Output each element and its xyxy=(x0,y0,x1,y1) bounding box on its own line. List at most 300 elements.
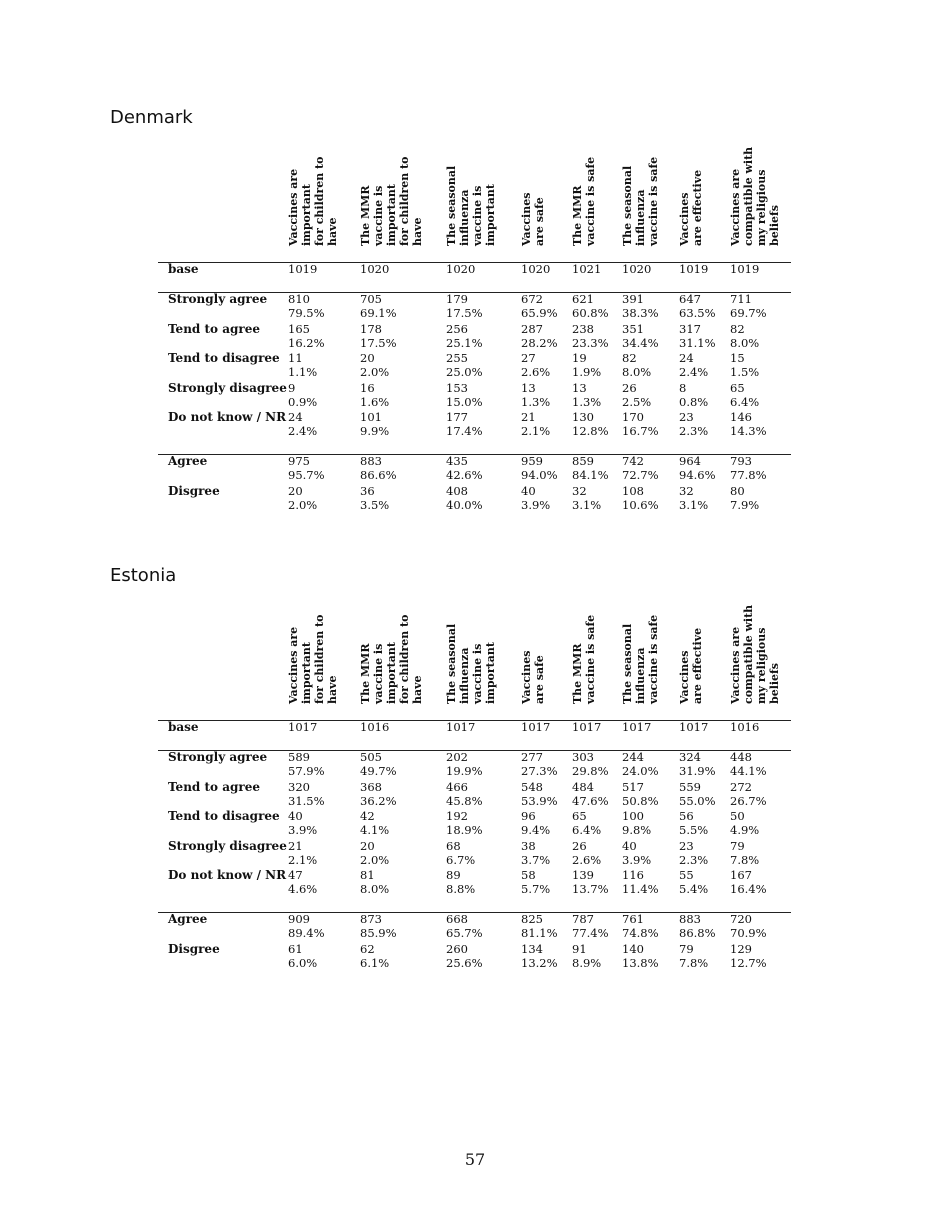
percent-cell: 65.9% xyxy=(521,306,558,320)
count-cell: 793 xyxy=(730,454,752,468)
percent-cell: 2.1% xyxy=(521,424,551,438)
count-cell: 81 xyxy=(360,868,375,882)
percent-cell: 16.2% xyxy=(288,335,325,350)
count-cell: 19 xyxy=(572,351,587,365)
count-cell: 80 xyxy=(730,483,745,498)
column-header-line: The seasonal xyxy=(445,623,458,704)
row-label: Tend to agree xyxy=(168,321,260,336)
count-cell: 24 xyxy=(679,351,694,365)
count-cell: 192 xyxy=(446,809,468,823)
count-cell: 36 xyxy=(360,483,375,498)
percent-cell: 3.7% xyxy=(521,852,551,867)
percent-cell: 1.1% xyxy=(288,365,318,379)
count-cell: 139 xyxy=(572,868,594,882)
column-header xyxy=(287,614,339,705)
percent-cell: 70.9% xyxy=(730,926,767,940)
count-cell: 61 xyxy=(288,941,303,956)
count-cell: 50 xyxy=(730,809,745,823)
count-cell: 810 xyxy=(288,292,310,306)
percent-cell: 1.5% xyxy=(730,365,760,379)
row-label: Agree xyxy=(168,912,208,926)
row-label: Disgree xyxy=(168,483,220,498)
percent-cell: 2.6% xyxy=(572,852,602,867)
count-cell: 146 xyxy=(730,410,752,424)
count-cell: 68 xyxy=(446,838,461,853)
column-header-text xyxy=(571,157,597,246)
column-header xyxy=(287,156,339,247)
count-cell: 129 xyxy=(730,941,752,956)
column-header-line: vaccine is safe xyxy=(584,156,597,246)
count-cell: 559 xyxy=(679,779,701,794)
percent-cell: 5.7% xyxy=(521,882,551,896)
count-cell: 9 xyxy=(288,380,296,395)
count-cell: 82 xyxy=(622,351,637,365)
count-cell: 408 xyxy=(446,483,468,498)
column-header-line: important xyxy=(385,184,398,246)
count-cell: 368 xyxy=(360,779,382,794)
count-cell: 47 xyxy=(288,868,303,882)
count-cell: 108 xyxy=(622,483,644,498)
percent-cell: 49.7% xyxy=(360,764,397,778)
column-header-line: vaccine is safe xyxy=(584,614,597,704)
percent-cell: 25.0% xyxy=(446,365,483,379)
column-header-line: have xyxy=(326,675,339,704)
percent-cell: 9.9% xyxy=(360,424,390,438)
percent-cell: 6.4% xyxy=(572,823,602,837)
column-header-line: are effective xyxy=(691,169,704,246)
count-cell: 40 xyxy=(288,809,303,823)
percent-cell: 7.8% xyxy=(730,852,760,867)
column-header xyxy=(445,623,497,705)
percent-cell: 3.1% xyxy=(679,497,709,512)
row-label: Tend to disagree xyxy=(168,351,280,365)
percent-cell: 31.5% xyxy=(288,793,325,808)
count-cell: 65 xyxy=(572,809,587,823)
base-cell: 1020 xyxy=(360,262,390,276)
percent-cell: 29.8% xyxy=(572,764,609,778)
column-header-text xyxy=(445,166,497,246)
count-cell: 975 xyxy=(288,454,310,468)
percent-cell: 12.7% xyxy=(730,955,767,970)
count-cell: 720 xyxy=(730,912,752,926)
column-header xyxy=(621,156,660,247)
count-cell: 11 xyxy=(288,351,303,365)
percent-cell: 16.4% xyxy=(730,882,767,896)
column-header-line: The seasonal xyxy=(445,165,458,246)
column-header xyxy=(678,627,704,705)
column-header-text xyxy=(359,157,424,246)
count-cell: 672 xyxy=(521,292,543,306)
percent-cell: 5.5% xyxy=(679,823,709,837)
percent-cell: 3.1% xyxy=(572,497,602,512)
column-header-line: vaccine is xyxy=(471,643,484,704)
column-header-line: Vaccines xyxy=(520,650,533,704)
percent-cell: 11.4% xyxy=(622,882,659,896)
count-cell: 15 xyxy=(730,351,745,365)
column-header-line: Vaccines are xyxy=(287,626,300,704)
count-cell: 91 xyxy=(572,941,587,956)
count-cell: 448 xyxy=(730,750,752,764)
percent-cell: 26.7% xyxy=(730,793,767,808)
count-cell: 65 xyxy=(730,380,745,395)
percent-cell: 23.3% xyxy=(572,335,609,350)
column-header-line: beliefs xyxy=(768,663,781,704)
column-header-text xyxy=(445,624,497,704)
percent-cell: 0.8% xyxy=(679,394,709,409)
column-header-text xyxy=(678,170,704,246)
percent-cell: 0.9% xyxy=(288,394,318,409)
percent-cell: 74.8% xyxy=(622,926,659,940)
column-header-line: compatible with xyxy=(742,604,755,704)
percent-cell: 2.4% xyxy=(679,365,709,379)
percent-cell: 8.0% xyxy=(360,882,390,896)
count-cell: 101 xyxy=(360,410,382,424)
count-cell: 20 xyxy=(360,351,375,365)
percent-cell: 34.4% xyxy=(622,335,659,350)
column-header-line: important xyxy=(385,642,398,704)
column-header-line: influenza xyxy=(634,189,647,246)
count-cell: 23 xyxy=(679,410,694,424)
column-header-line: compatible with xyxy=(742,146,755,246)
count-cell: 42 xyxy=(360,809,375,823)
percent-cell: 31.9% xyxy=(679,764,716,778)
count-cell: 177 xyxy=(446,410,468,424)
percent-cell: 5.4% xyxy=(679,882,709,896)
percent-cell: 18.9% xyxy=(446,823,483,837)
percent-cell: 2.0% xyxy=(360,365,390,379)
base-cell: 1020 xyxy=(521,262,551,276)
column-header-line: Vaccines are xyxy=(729,626,742,704)
column-header-line: vaccine is xyxy=(372,643,385,704)
column-header xyxy=(520,650,546,705)
column-header-line: vaccine is safe xyxy=(647,614,660,704)
count-cell: 167 xyxy=(730,868,752,882)
column-header-line: important xyxy=(484,642,497,704)
count-cell: 96 xyxy=(521,809,536,823)
count-cell: 179 xyxy=(446,292,468,306)
base-cell: 1021 xyxy=(572,262,602,276)
count-cell: 23 xyxy=(679,838,694,853)
count-cell: 8 xyxy=(679,380,687,395)
percent-cell: 63.5% xyxy=(679,306,716,320)
percent-cell: 72.7% xyxy=(622,468,659,482)
row-label: Tend to disagree xyxy=(168,809,280,823)
column-header-line: vaccine is safe xyxy=(647,156,660,246)
percent-cell: 2.1% xyxy=(288,852,318,867)
count-cell: 883 xyxy=(679,912,701,926)
base-cell: 1017 xyxy=(679,720,709,734)
column-header-text xyxy=(287,615,339,704)
percent-cell: 17.5% xyxy=(360,335,397,350)
column-header-line: for children to xyxy=(313,614,326,704)
column-header-text xyxy=(678,628,704,704)
percent-cell: 31.1% xyxy=(679,335,716,350)
column-header-line: Vaccines are xyxy=(287,168,300,246)
count-cell: 272 xyxy=(730,779,752,794)
percent-cell: 24.0% xyxy=(622,764,659,778)
row-label: Disgree xyxy=(168,941,220,956)
column-header xyxy=(571,614,597,705)
count-cell: 668 xyxy=(446,912,468,926)
column-header xyxy=(621,614,660,705)
count-cell: 89 xyxy=(446,868,461,882)
column-header xyxy=(520,192,546,247)
base-cell: 1017 xyxy=(446,720,476,734)
base-cell: 1019 xyxy=(679,262,709,276)
count-cell: 38 xyxy=(521,838,536,853)
percent-cell: 3.9% xyxy=(622,852,652,867)
percent-cell: 8.0% xyxy=(730,335,760,350)
column-header xyxy=(729,604,781,705)
column-header-line: for children to xyxy=(398,156,411,246)
row-label-base: base xyxy=(168,720,199,734)
percent-cell: 42.6% xyxy=(446,468,483,482)
percent-cell: 14.3% xyxy=(730,424,767,438)
percent-cell: 86.6% xyxy=(360,468,397,482)
column-header-line: The MMR xyxy=(571,185,584,246)
count-cell: 391 xyxy=(622,292,644,306)
count-cell: 24 xyxy=(288,410,303,424)
percent-cell: 1.9% xyxy=(572,365,602,379)
column-header-line: Vaccines are xyxy=(729,168,742,246)
percent-cell: 57.9% xyxy=(288,764,325,778)
base-cell: 1017 xyxy=(572,720,602,734)
percent-cell: 86.8% xyxy=(679,926,716,940)
count-cell: 116 xyxy=(622,868,644,882)
base-cell: 1019 xyxy=(288,262,318,276)
column-header xyxy=(445,165,497,247)
count-cell: 16 xyxy=(360,380,375,395)
percent-cell: 4.9% xyxy=(730,823,760,837)
column-header xyxy=(729,146,781,247)
percent-cell: 77.8% xyxy=(730,468,767,482)
count-cell: 100 xyxy=(622,809,644,823)
column-header-line: important xyxy=(484,184,497,246)
percent-cell: 25.6% xyxy=(446,955,483,970)
percent-cell: 79.5% xyxy=(288,306,325,320)
column-header-text xyxy=(621,157,660,246)
column-header-line: my religious xyxy=(755,169,768,246)
count-cell: 165 xyxy=(288,321,310,336)
column-header-text xyxy=(571,615,597,704)
count-cell: 140 xyxy=(622,941,644,956)
row-label: Strongly agree xyxy=(168,750,268,764)
percent-cell: 3.5% xyxy=(360,497,390,512)
count-cell: 466 xyxy=(446,779,468,794)
percent-cell: 2.3% xyxy=(679,852,709,867)
count-cell: 647 xyxy=(679,292,701,306)
column-header-line: vaccine is xyxy=(471,185,484,246)
count-cell: 705 xyxy=(360,292,382,306)
column-header-line: are safe xyxy=(533,197,546,246)
percent-cell: 8.0% xyxy=(622,365,652,379)
percent-cell: 6.1% xyxy=(360,955,390,970)
percent-cell: 25.1% xyxy=(446,335,483,350)
percent-cell: 45.8% xyxy=(446,793,483,808)
count-cell: 79 xyxy=(730,838,745,853)
percent-cell: 10.6% xyxy=(622,497,659,512)
column-header-text xyxy=(729,605,781,704)
percent-cell: 95.7% xyxy=(288,468,325,482)
percent-cell: 94.6% xyxy=(679,468,716,482)
percent-cell: 3.9% xyxy=(288,823,318,837)
base-cell: 1016 xyxy=(730,720,760,734)
column-header-line: important xyxy=(300,184,313,246)
row-label: Tend to agree xyxy=(168,779,260,794)
percent-cell: 2.0% xyxy=(288,497,318,512)
column-header-line: The MMR xyxy=(359,185,372,246)
count-cell: 909 xyxy=(288,912,310,926)
base-cell: 1019 xyxy=(730,262,760,276)
percent-cell: 2.6% xyxy=(521,365,551,379)
count-cell: 20 xyxy=(288,483,303,498)
count-cell: 825 xyxy=(521,912,543,926)
column-header-line: are effective xyxy=(691,627,704,704)
column-header-line: for children to xyxy=(313,156,326,246)
count-cell: 517 xyxy=(622,779,644,794)
count-cell: 21 xyxy=(521,410,536,424)
count-cell: 238 xyxy=(572,321,594,336)
count-cell: 303 xyxy=(572,750,594,764)
percent-cell: 60.8% xyxy=(572,306,609,320)
base-cell: 1017 xyxy=(288,720,318,734)
count-cell: 964 xyxy=(679,454,701,468)
column-header-line: my religious xyxy=(755,627,768,704)
count-cell: 134 xyxy=(521,941,543,956)
column-header xyxy=(359,614,424,705)
column-header-line: influenza xyxy=(458,647,471,704)
base-cell: 1020 xyxy=(446,262,476,276)
count-cell: 202 xyxy=(446,750,468,764)
column-header-line: The seasonal xyxy=(621,623,634,704)
percent-cell: 13.2% xyxy=(521,955,558,970)
count-cell: 484 xyxy=(572,779,594,794)
count-cell: 21 xyxy=(288,838,303,853)
count-cell: 244 xyxy=(622,750,644,764)
count-cell: 883 xyxy=(360,454,382,468)
percent-cell: 69.1% xyxy=(360,306,397,320)
percent-cell: 16.7% xyxy=(622,424,659,438)
count-cell: 324 xyxy=(679,750,701,764)
percent-cell: 69.7% xyxy=(730,306,767,320)
column-header-text xyxy=(287,157,339,246)
column-header-line: The MMR xyxy=(571,643,584,704)
percent-cell: 81.1% xyxy=(521,926,558,940)
count-cell: 256 xyxy=(446,321,468,336)
percent-cell: 6.7% xyxy=(446,852,476,867)
percent-cell: 2.4% xyxy=(288,424,318,438)
percent-cell: 7.9% xyxy=(730,497,760,512)
percent-cell: 4.6% xyxy=(288,882,318,896)
count-cell: 260 xyxy=(446,941,468,956)
percent-cell: 2.5% xyxy=(622,394,652,409)
base-cell: 1020 xyxy=(622,262,652,276)
percent-cell: 94.0% xyxy=(521,468,558,482)
count-cell: 79 xyxy=(679,941,694,956)
column-header-text xyxy=(520,193,546,246)
count-cell: 58 xyxy=(521,868,536,882)
column-header xyxy=(359,156,424,247)
percent-cell: 17.4% xyxy=(446,424,483,438)
percent-cell: 89.4% xyxy=(288,926,325,940)
percent-cell: 3.9% xyxy=(521,497,551,512)
percent-cell: 65.7% xyxy=(446,926,483,940)
column-header-text xyxy=(359,615,424,704)
count-cell: 873 xyxy=(360,912,382,926)
column-header-line: have xyxy=(326,217,339,246)
percent-cell: 17.5% xyxy=(446,306,483,320)
count-cell: 178 xyxy=(360,321,382,336)
count-cell: 277 xyxy=(521,750,543,764)
country-heading: Estonia xyxy=(110,565,177,586)
percent-cell: 6.0% xyxy=(288,955,318,970)
count-cell: 26 xyxy=(622,380,637,395)
percent-cell: 1.3% xyxy=(521,394,551,409)
percent-cell: 44.1% xyxy=(730,764,767,778)
count-cell: 711 xyxy=(730,292,752,306)
column-header-line: for children to xyxy=(398,614,411,704)
count-cell: 589 xyxy=(288,750,310,764)
percent-cell: 1.6% xyxy=(360,394,390,409)
count-cell: 317 xyxy=(679,321,701,336)
count-cell: 130 xyxy=(572,410,594,424)
count-cell: 255 xyxy=(446,351,468,365)
count-cell: 82 xyxy=(730,321,745,336)
count-cell: 742 xyxy=(622,454,644,468)
percent-cell: 55.0% xyxy=(679,793,716,808)
count-cell: 62 xyxy=(360,941,375,956)
percent-cell: 2.3% xyxy=(679,424,709,438)
column-header-line: are safe xyxy=(533,655,546,704)
base-cell: 1016 xyxy=(360,720,390,734)
percent-cell: 9.4% xyxy=(521,823,551,837)
column-header-line: Vaccines xyxy=(678,192,691,246)
percent-cell: 40.0% xyxy=(446,497,483,512)
count-cell: 56 xyxy=(679,809,694,823)
country-heading: Denmark xyxy=(110,107,193,128)
column-header xyxy=(678,169,704,247)
base-cell: 1017 xyxy=(521,720,551,734)
base-cell: 1017 xyxy=(622,720,652,734)
count-cell: 170 xyxy=(622,410,644,424)
percent-cell: 13.8% xyxy=(622,955,659,970)
column-header-line: influenza xyxy=(634,647,647,704)
percent-cell: 38.3% xyxy=(622,306,659,320)
column-header-line: have xyxy=(411,675,424,704)
count-cell: 320 xyxy=(288,779,310,794)
percent-cell: 77.4% xyxy=(572,926,609,940)
percent-cell: 1.3% xyxy=(572,394,602,409)
count-cell: 26 xyxy=(572,838,587,853)
count-cell: 153 xyxy=(446,380,468,395)
percent-cell: 13.7% xyxy=(572,882,609,896)
percent-cell: 47.6% xyxy=(572,793,609,808)
percent-cell: 7.8% xyxy=(679,955,709,970)
count-cell: 621 xyxy=(572,292,594,306)
count-cell: 27 xyxy=(521,351,536,365)
percent-cell: 19.9% xyxy=(446,764,483,778)
column-header xyxy=(571,156,597,247)
count-cell: 55 xyxy=(679,868,694,882)
column-header-line: influenza xyxy=(458,189,471,246)
column-header-line: The seasonal xyxy=(621,165,634,246)
page-number: 57 xyxy=(464,1150,486,1169)
percent-cell: 85.9% xyxy=(360,926,397,940)
percent-cell: 28.2% xyxy=(521,335,558,350)
count-cell: 959 xyxy=(521,454,543,468)
percent-cell: 84.1% xyxy=(572,468,609,482)
column-header-text xyxy=(729,147,781,246)
